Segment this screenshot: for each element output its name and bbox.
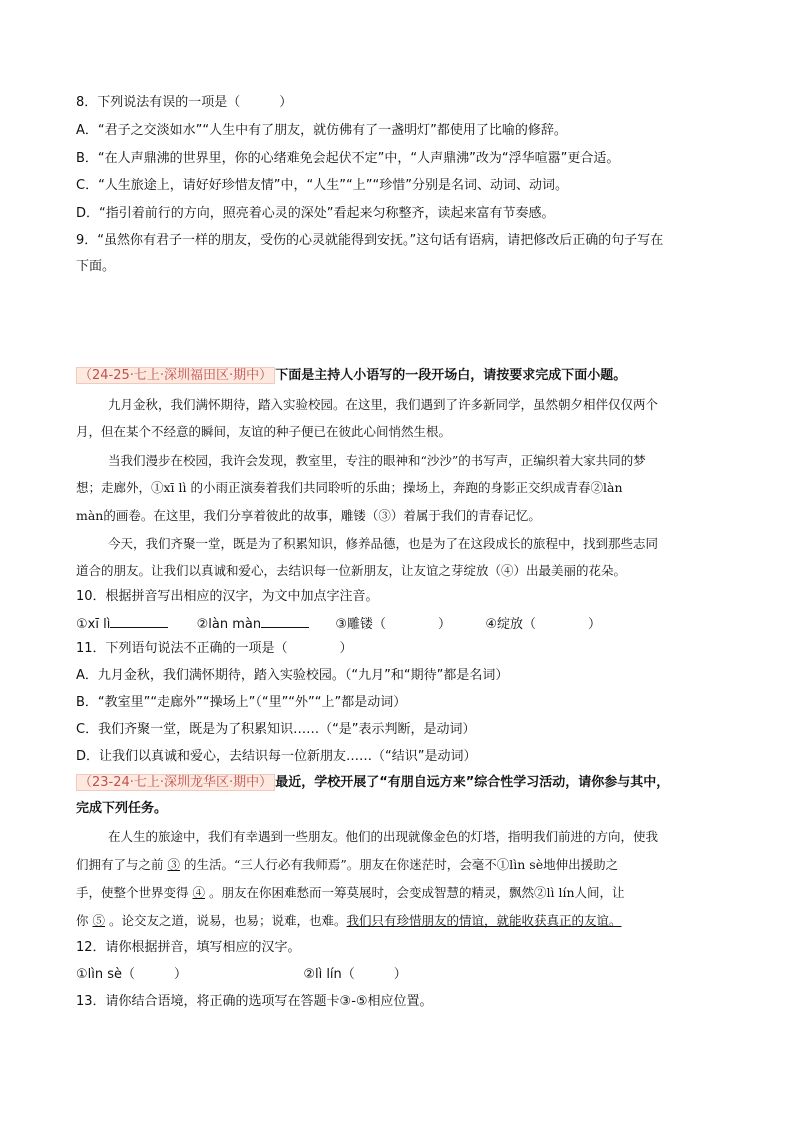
q13-stem: 13．请你结合语境，将正确的选项写在答题卡③-⑤相应位置。 [76,994,433,1009]
section2-intro: 最近，学校开展了“有朋自远方来”综合性学习活动，请你参与其中， [275,775,670,790]
q10-item-1: ①xī lì [76,617,111,632]
q12-item-2: ②lì lín（ ） [303,967,407,982]
answer-blank[interactable] [261,613,309,628]
q12-items [76,966,407,984]
q10-stem: 10．根据拼音写出相应的汉字，为文中加点字注音。 [76,589,379,604]
underlined-sentence: 我们只有珍惜朋友的情谊，就能收获真正的友谊。 [346,913,622,928]
q10-item-3: ③雕镂（ ） [335,617,452,632]
q12-stem: 12．请你根据拼音，填写相应的汉字。 [76,940,301,955]
passage1-line: 道合的朋友。让我们以真诚和爱心，去结识每一位新朋友，让友谊之芽绽放（④）出最美丽的花朵。 [76,563,627,578]
q11-option-c: C．我们齐聚一堂，既是为了积累知识……（“是”表示判断，是动词） [76,722,476,737]
passage1-line: màn的画卷。在这里，我们分享着彼此的故事，雕镂（③）着属于我们的青春记忆。 [76,508,541,523]
passage1-line: 今天，我们齐聚一堂，既是为了积累知识，修养品德，也是为了在这段成长的旅程中，找到那些志同 [108,536,659,551]
q8-stem: 8．下列说法有误的一项是（ ） [76,95,293,110]
passage2-line: 在人生的旅途中，我们有幸遇到一些朋友。他们的出现就像金色的灯塔，指明我们前进的方向，使我 [108,829,659,844]
passage2-line: 手，使整个世界变得 ④ 。朋友在你困难愁而一筹莫展时，会变成智慧的精灵，飘然②lì lín人间，让 [76,885,625,900]
q8-option-d: D．“指引着前行的方向，照亮着心灵的深处”看起来匀称整齐，读起来富有节奏感。 [76,206,555,221]
blank-marker-5[interactable]: ⑤ [92,913,106,928]
q11-option-d: D．让我们以真诚和爱心，去结识每一位新朋友……（“结识”是动词） [76,749,477,764]
section1-source-tag: （24-25·七上·深圳福田区·期中） [76,367,275,384]
section2-intro-cont: 完成下列任务。 [76,801,168,816]
q8-option-c: C．“人生旅途上，请好好珍惜友情”中，“人生”“上”“珍惜”分别是名词、动词、动词。 [76,178,568,193]
q8-option-b: B．“在人声鼎沸的世界里，你的心绪难免会起伏不定”中，“人声鼎沸”改为“浮华喧嚣”更合适。 [76,151,620,166]
q11-option-b: B．“教室里”“走廊外”“操场上”（“里”“外”“上”都是动词） [76,695,407,710]
q11-stem: 11．下列语句说法不正确的一项是（ ） [76,641,353,656]
passage2-line: 你 ⑤ 。论交友之道，说易，也易；说难，也难。我们只有珍惜朋友的情谊，就能收获真正的友谊。 [76,913,622,928]
section2-source-tag: （23-24·七上·深圳龙华区·期中） [76,774,275,791]
passage1-line: 九月金秋，我们满怀期待，踏入实验校园。在这里，我们遇到了许多新同学，虽然朝夕相伴仅仅两个 [108,397,659,412]
passage1-line: 当我们漫步在校园，我许会发现，教室里，专注的眼神和“沙沙”的书写声，正编织着大家共同的梦 [108,453,646,468]
section1-intro: 下面是主持人小语写的一段开场白，请按要求完成下面小题。 [275,368,627,383]
q11-option-a: A．九月金秋，我们满怀期待，踏入实验校园。（“九月”和“期待”都是名词） [76,668,509,683]
passage1-line: 月，但在某个不经意的瞬间，友谊的种子便已在彼此心间悄然生根。 [76,424,452,439]
q8-option-a: A．“君子之交淡如水”“人生中有了朋友，就仿佛有了一盏明灯”都使用了比喻的修辞。 [76,123,567,138]
passage1-line: 想；走廊外，①xī lì 的小雨正演奏着我们共同聆听的乐曲；操场上，奔跑的身影正交织成青春②làn [76,480,623,495]
q10-item-2: ②làn màn [196,617,262,632]
q9-stem-cont: 下面。 [76,259,116,274]
blank-marker-4[interactable]: ④ [192,885,206,900]
section1-header [76,367,626,385]
q10-item-4: ④绽放（ ） [485,617,601,632]
passage2-line: 们拥有了与之前 ③ 的生活。“三人行必有我师焉”。朋友在你迷茫时，会毫不①lìn sè地伸出援助之 [76,857,619,872]
blank-marker-3[interactable]: ③ [167,857,181,872]
section2-header [76,774,669,792]
q10-items [76,613,601,634]
q12-item-1: ①lìn sè（ ） [76,967,188,982]
q9-stem: 9．“虽然你有君子一样的朋友，受伤的心灵就能得到安抚。”这句话有语病，请把修改后正确的句子写在 [76,233,664,248]
answer-blank[interactable] [110,613,168,628]
